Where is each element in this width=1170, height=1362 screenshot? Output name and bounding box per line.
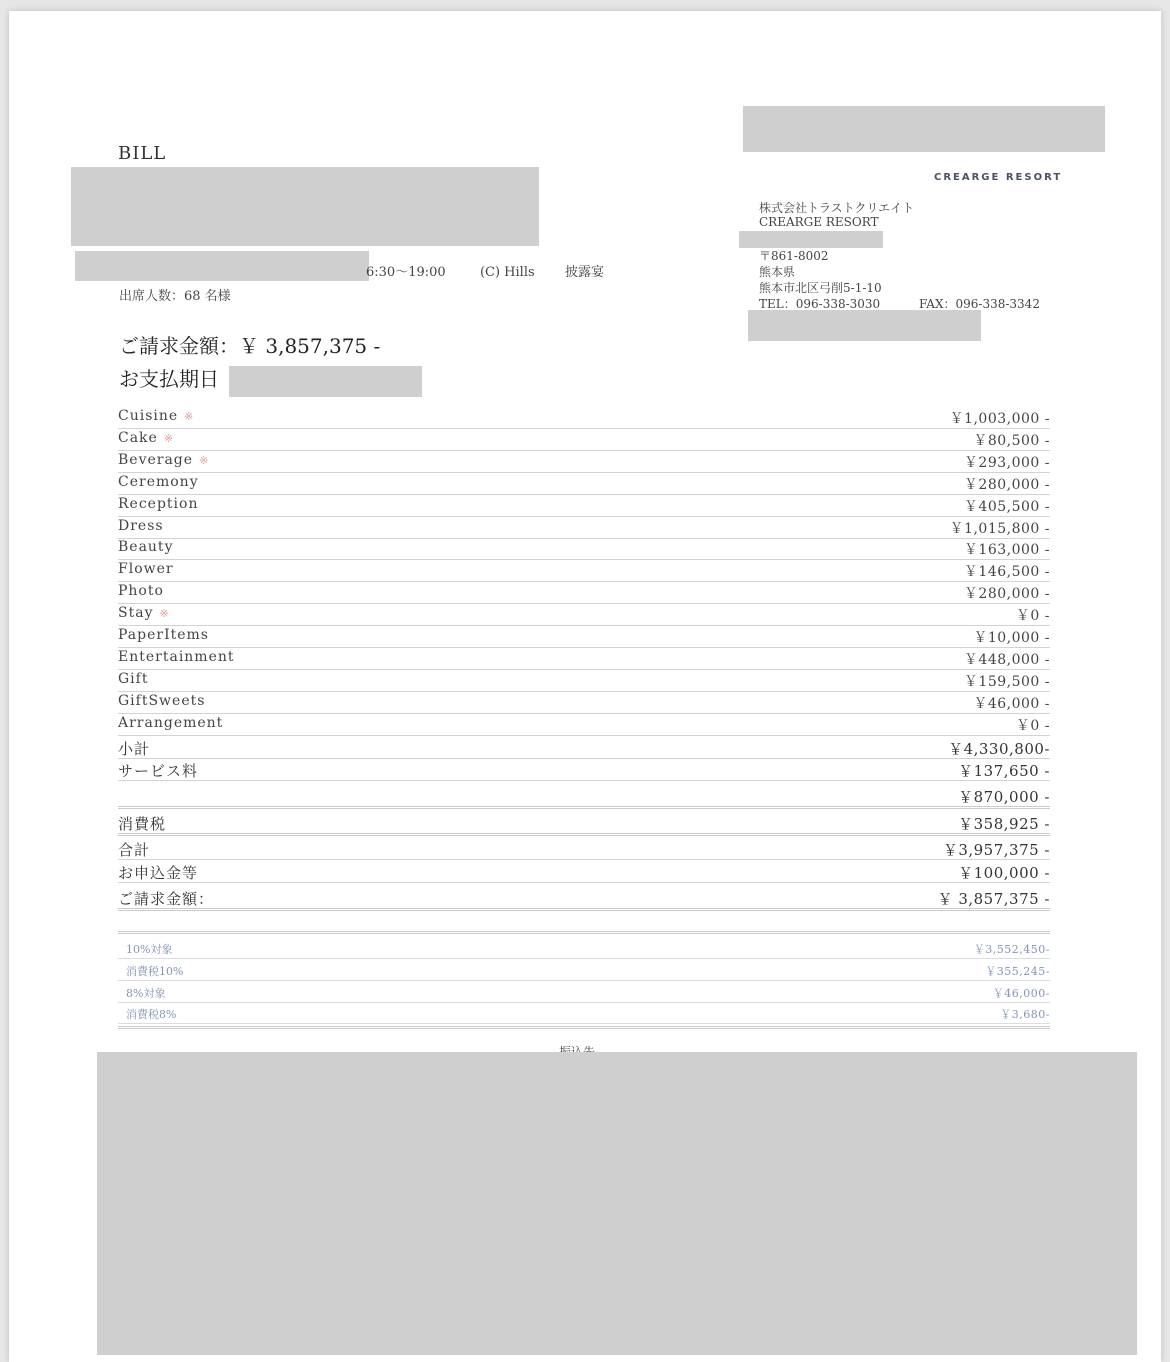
tax-divider-top xyxy=(118,931,1050,934)
item-row-value: ￥293,000 - xyxy=(963,454,1050,471)
item-row-value: ￥46,000 - xyxy=(973,695,1050,712)
item-row-label xyxy=(118,671,148,687)
asterisk-mark: ※ xyxy=(163,431,175,445)
item-row-label xyxy=(118,583,164,599)
summary-row xyxy=(118,758,1050,781)
summary-row-value: ￥358,925 - xyxy=(958,815,1050,833)
redacted-block-due-date xyxy=(229,366,422,397)
label-text: Beverage xyxy=(118,451,194,468)
label-text: Entertainment xyxy=(118,648,235,665)
asterisk-mark: ※ xyxy=(199,453,210,467)
item-row-value: ￥146,500 - xyxy=(963,564,1050,581)
tax-row xyxy=(118,981,1050,1003)
event-type: 披露宴 xyxy=(564,265,604,280)
summary-row xyxy=(118,811,1050,836)
item-row-label xyxy=(118,518,164,534)
item-row-value: ￥80,500 - xyxy=(973,432,1050,449)
summary-row-value: ￥100,000 - xyxy=(958,864,1050,882)
item-row-value: ￥280,000 - xyxy=(963,476,1050,493)
label-text: サービス料 xyxy=(118,762,199,780)
item-row-value: ￥163,000 - xyxy=(963,542,1050,559)
summary-row-label xyxy=(118,862,198,883)
item-row-value: ￥159,500 - xyxy=(963,673,1050,690)
tax-row xyxy=(118,937,1050,959)
tax-row-label xyxy=(126,985,165,1001)
redacted-block-top-right xyxy=(743,106,1105,152)
label-text: 消費税8% xyxy=(126,1008,177,1022)
item-row xyxy=(118,669,1050,692)
label-text: Flower xyxy=(118,561,174,578)
item-row-value: ￥280,000 - xyxy=(963,586,1050,603)
label-text: PaperItems xyxy=(118,627,209,643)
company-name-en: CREARGE RESORT xyxy=(759,215,879,229)
asterisk-mark: ※ xyxy=(184,410,195,423)
label-text: Reception xyxy=(118,495,199,512)
label-text: 小計 xyxy=(118,740,151,758)
redacted-block-customer xyxy=(71,167,539,246)
item-row xyxy=(118,691,1050,714)
tax-divider-bottom xyxy=(118,1026,1050,1029)
redacted-block-bank-info xyxy=(97,1052,1137,1355)
item-row-label xyxy=(118,496,198,512)
item-row xyxy=(118,713,1050,736)
item-row-label xyxy=(118,627,209,643)
company-postal: 〒861-8002 xyxy=(759,249,829,263)
item-row-value: ￥405,500 - xyxy=(963,498,1050,515)
attendee-count: 出席人数：68 名様 xyxy=(119,289,231,304)
summary-row-value: ￥ 3,857,375 - xyxy=(937,890,1050,908)
summary-row-value: ￥870,000 - xyxy=(958,788,1050,806)
bill-page xyxy=(9,11,1161,1362)
item-row-value: ￥0 - xyxy=(1015,717,1050,734)
summary-row xyxy=(118,886,1050,911)
company-prefecture: 熊本県 xyxy=(759,265,796,279)
summary-row-label xyxy=(118,888,214,909)
summary-row xyxy=(118,837,1050,860)
tax-row-value: ￥355,245- xyxy=(985,964,1050,978)
label-text: Dress xyxy=(118,517,164,534)
item-row xyxy=(118,625,1050,648)
item-row xyxy=(118,581,1050,604)
item-row xyxy=(118,559,1050,582)
company-tel: TEL：096-338-3030 xyxy=(759,297,881,311)
label-text: 10%対象 xyxy=(126,943,173,956)
item-row-label xyxy=(118,430,174,446)
summary-row-label xyxy=(118,760,198,781)
due-date-label: お支払期日 xyxy=(119,367,219,391)
summary-row-label xyxy=(118,813,166,834)
tax-row-value: ￥3,552,450- xyxy=(973,943,1050,956)
summary-row-label xyxy=(118,839,150,860)
brand-logo-text: CREARGE RESORT xyxy=(934,172,1063,183)
redacted-block-company-sub xyxy=(739,231,883,248)
summary-row-value: ￥4,330,800- xyxy=(948,740,1050,758)
redacted-block-event-date xyxy=(75,251,369,281)
summary-row xyxy=(118,736,1050,759)
summary-row-value: ￥137,650 - xyxy=(958,762,1050,780)
item-row-label xyxy=(118,715,223,731)
item-row-value: ￥10,000 - xyxy=(973,630,1050,646)
company-name-jp: 株式会社トラストクリエイト xyxy=(759,201,915,215)
company-fax: FAX：096-338-3342 xyxy=(919,297,1040,311)
item-row-label xyxy=(118,408,194,424)
item-row xyxy=(118,516,1050,539)
item-row-label xyxy=(118,539,173,555)
item-row-value: ￥1,003,000 - xyxy=(949,411,1050,427)
tax-row-value: ￥46,000- xyxy=(992,986,1050,1000)
tax-row-label xyxy=(126,1006,176,1022)
label-text: Beauty xyxy=(118,539,174,556)
tax-row-value: ￥3,680- xyxy=(1000,1008,1050,1022)
event-info xyxy=(366,261,604,280)
item-row-label xyxy=(118,649,235,665)
tax-row-label xyxy=(126,963,183,979)
summary-row xyxy=(118,860,1050,883)
item-row xyxy=(118,537,1050,560)
label-text: ご請求金額： xyxy=(118,890,215,908)
label-text: 8%対象 xyxy=(126,986,166,1000)
event-venue: (C) Hills xyxy=(479,265,535,280)
label-text: Cuisine xyxy=(118,408,179,424)
item-row xyxy=(118,494,1050,517)
item-row xyxy=(118,647,1050,670)
item-row xyxy=(118,450,1050,473)
item-row xyxy=(118,472,1050,495)
item-row-label xyxy=(118,452,209,468)
item-row xyxy=(118,603,1050,626)
item-row xyxy=(118,406,1050,429)
label-text: Gift xyxy=(118,670,149,687)
item-row-value: ￥448,000 - xyxy=(963,651,1050,668)
label-text: 消費税 xyxy=(118,815,167,833)
redacted-block-company-extra xyxy=(748,310,981,341)
item-row-label xyxy=(118,693,205,709)
label-text: お申込金等 xyxy=(118,864,199,882)
item-row-label xyxy=(118,474,199,490)
label-text: Photo xyxy=(118,583,164,600)
label-text: Cake xyxy=(118,429,158,446)
asterisk-mark: ※ xyxy=(159,607,170,621)
item-row-label xyxy=(118,605,170,621)
label-text: Stay xyxy=(118,605,154,622)
summary-row-label xyxy=(118,738,150,759)
summary-row-value: ￥3,957,375 - xyxy=(942,841,1050,859)
tax-row xyxy=(118,1002,1050,1024)
tax-row-label xyxy=(126,941,172,957)
item-row xyxy=(118,428,1050,451)
amount-due-heading: ご請求金額：￥ 3,857,375 - xyxy=(119,334,381,358)
company-address: 熊本市北区弓削5-1-10 xyxy=(759,281,882,295)
item-row-value: ￥0 - xyxy=(1015,608,1050,625)
label-text: 消費税10% xyxy=(126,964,184,978)
bill-title: BILL xyxy=(118,143,167,164)
event-time: 6:30〜19:00 xyxy=(366,265,446,280)
label-text: Arrangement xyxy=(118,714,224,731)
item-row-label xyxy=(118,561,174,577)
label-text: 合計 xyxy=(118,841,151,859)
tax-row xyxy=(118,959,1050,981)
summary-row xyxy=(118,784,1050,809)
label-text: Ceremony xyxy=(118,473,199,490)
label-text: GiftSweets xyxy=(118,692,206,709)
item-row-value: ￥1,015,800 - xyxy=(949,520,1050,537)
